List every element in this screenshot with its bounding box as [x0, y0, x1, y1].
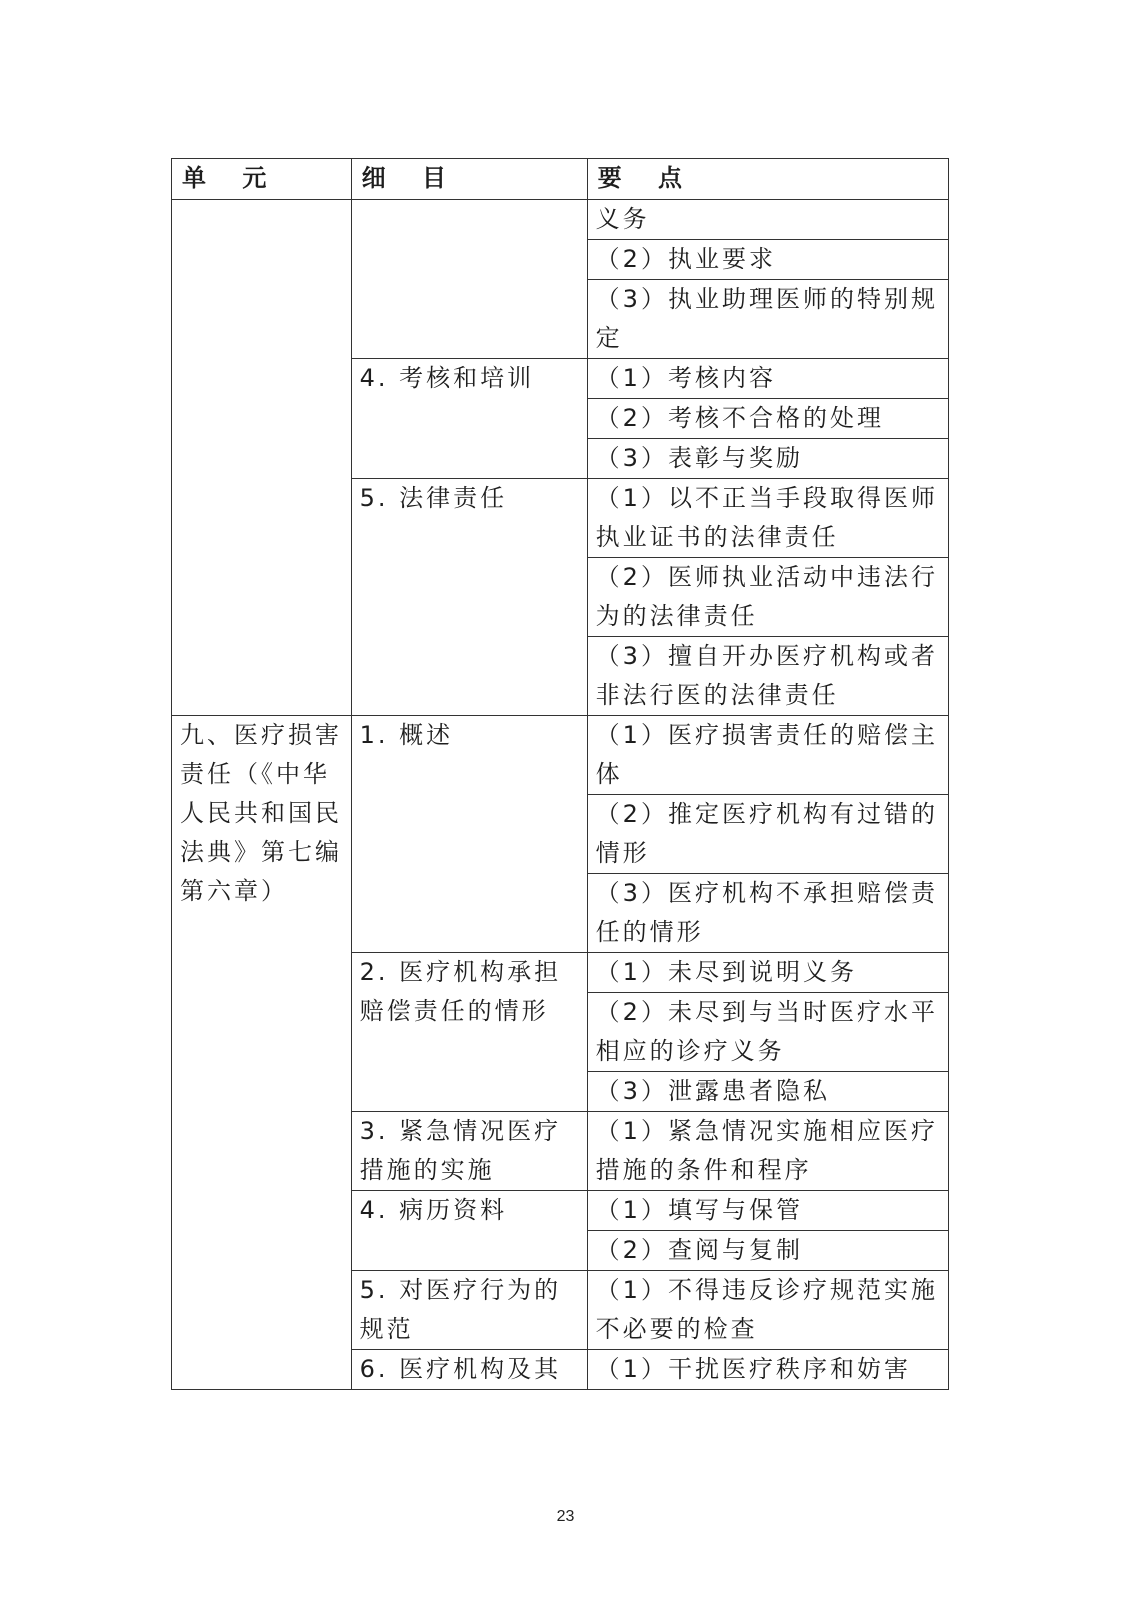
point-cell: （3）擅自开办医疗机构或者非法行医的法律责任: [587, 637, 948, 716]
unit-cell: [172, 200, 352, 716]
item-cell: 4. 考核和培训: [351, 359, 587, 479]
point-cell: （3）表彰与奖励: [587, 439, 948, 479]
point-cell: （3）泄露患者隐私: [587, 1072, 948, 1112]
header-item: 细 目: [351, 159, 587, 200]
item-cell: 3. 紧急情况医疗措施的实施: [351, 1112, 587, 1191]
point-cell: （2）执业要求: [587, 240, 948, 280]
syllabus-table: [171, 158, 949, 1390]
point-cell: （1）以不正当手段取得医师执业证书的法律责任: [587, 479, 948, 558]
point-cell: （1）医疗损害责任的赔偿主体: [587, 716, 948, 795]
item-cell: 4. 病历资料: [351, 1191, 587, 1271]
item-cell: 2. 医疗机构承担赔偿责任的情形: [351, 953, 587, 1112]
table-row: [172, 200, 949, 240]
point-cell: 义务: [587, 200, 948, 240]
header-unit: 单 元: [172, 159, 352, 200]
point-cell: （2）查阅与复制: [587, 1231, 948, 1271]
point-cell: （2）推定医疗机构有过错的情形: [587, 795, 948, 874]
header-row: [172, 159, 949, 200]
item-cell: 1. 概述: [351, 716, 587, 953]
point-cell: （1）不得违反诊疗规范实施不必要的检查: [587, 1271, 948, 1350]
point-cell: （1）考核内容: [587, 359, 948, 399]
table-row: [172, 716, 949, 795]
item-cell: 5. 法律责任: [351, 479, 587, 716]
header-point: 要 点: [587, 159, 948, 200]
point-cell: （1）紧急情况实施相应医疗措施的条件和程序: [587, 1112, 948, 1191]
page-number: 23: [556, 1508, 575, 1525]
point-cell: （2）考核不合格的处理: [587, 399, 948, 439]
point-cell: （1）填写与保管: [587, 1191, 948, 1231]
item-cell: 6. 医疗机构及其: [351, 1350, 587, 1390]
item-cell: [351, 200, 587, 359]
point-cell: （1）未尽到说明义务: [587, 953, 948, 993]
point-cell: （3）医疗机构不承担赔偿责任的情形: [587, 874, 948, 953]
item-cell: 5. 对医疗行为的规范: [351, 1271, 587, 1350]
point-cell: （3）执业助理医师的特别规定: [587, 280, 948, 359]
unit-cell: 九、医疗损害责任（《中华人民共和国民法典》第七编第六章）: [172, 716, 352, 1390]
point-cell: （2）医师执业活动中违法行为的法律责任: [587, 558, 948, 637]
point-cell: （2）未尽到与当时医疗水平相应的诊疗义务: [587, 993, 948, 1072]
point-cell: （1）干扰医疗秩序和妨害: [587, 1350, 948, 1390]
